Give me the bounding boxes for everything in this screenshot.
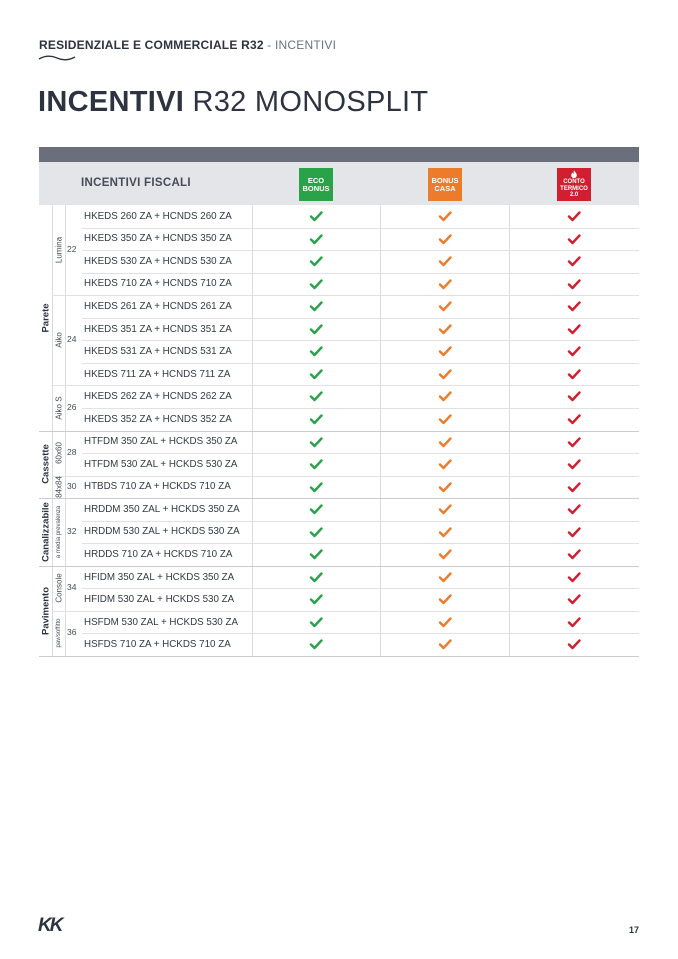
check-icon xyxy=(438,525,452,539)
model-name: HSFDS 710 ZA + HCKDS 710 ZA xyxy=(84,639,231,651)
check-icon xyxy=(567,254,581,268)
check-icon xyxy=(567,457,581,471)
check-icon xyxy=(309,322,323,336)
group-label: Parete xyxy=(40,303,51,333)
check-icon xyxy=(309,209,323,223)
page-number: 17 xyxy=(629,925,640,935)
table-row xyxy=(82,318,254,341)
group-label: Canalizzabile xyxy=(40,502,51,562)
check-icon xyxy=(309,299,323,313)
check-icon xyxy=(438,615,452,629)
check-icon xyxy=(309,547,323,561)
check-icon xyxy=(309,525,323,539)
table-header xyxy=(39,162,639,205)
check-icon xyxy=(567,637,581,651)
check-icon xyxy=(309,435,323,449)
check-icon xyxy=(438,322,452,336)
check-icon xyxy=(309,277,323,291)
check-icon xyxy=(567,502,581,516)
check-icon xyxy=(438,457,452,471)
subgroup-label: Console xyxy=(54,573,63,604)
table-row xyxy=(82,566,254,589)
check-icon xyxy=(567,389,581,403)
subgroup-label: Aiko xyxy=(54,332,63,349)
check-icon xyxy=(309,412,323,426)
model-name: HSFDM 530 ZAL + HCKDS 530 ZA xyxy=(84,616,238,628)
check-icon xyxy=(309,344,323,358)
page-reference: 36 xyxy=(67,627,77,638)
table-row xyxy=(82,228,254,251)
model-name: HRDDM 350 ZAL + HCKDS 350 ZA xyxy=(84,503,240,515)
model-name: HKEDS 530 ZA + HCNDS 530 ZA xyxy=(84,255,232,267)
check-icon xyxy=(567,344,581,358)
check-icon xyxy=(309,367,323,381)
table-row xyxy=(82,431,254,454)
model-name: HKEDS 262 ZA + HCNDS 262 ZA xyxy=(84,391,232,403)
table-row xyxy=(82,385,254,408)
page-title xyxy=(38,86,428,119)
page-reference: 26 xyxy=(67,401,77,412)
check-icon xyxy=(438,209,452,223)
model-name: HKEDS 352 ZA + HCNDS 352 ZA xyxy=(84,413,232,425)
subgroup-label: 84x84 xyxy=(54,475,63,498)
check-icon xyxy=(438,389,452,403)
incentives-table xyxy=(39,147,639,656)
badge-line: ECO xyxy=(307,175,325,185)
check-icon xyxy=(438,367,452,381)
check-icon xyxy=(567,435,581,449)
check-icon xyxy=(438,232,452,246)
check-icon xyxy=(567,615,581,629)
check-icon xyxy=(438,344,452,358)
table-header-label: INCENTIVI FISCALI xyxy=(81,177,191,189)
model-name: HKEDS 710 ZA + HCNDS 710 ZA xyxy=(84,278,232,290)
breadcrumb-subsection: - INCENTIVI xyxy=(267,38,337,52)
model-name: HTBDS 710 ZA + HCKDS 710 ZA xyxy=(84,481,231,493)
check-icon xyxy=(438,435,452,449)
check-icon xyxy=(438,570,452,584)
subgroup-label: Lumina xyxy=(54,236,63,264)
table-row xyxy=(82,453,254,476)
model-name: HKEDS 350 ZA + HCNDS 350 ZA xyxy=(84,233,232,245)
page-reference: 30 xyxy=(67,480,77,491)
table-row xyxy=(82,633,254,656)
check-icon xyxy=(567,480,581,494)
check-icon xyxy=(438,547,452,561)
subgroup-label: pav/soffitto xyxy=(55,618,62,648)
table-row xyxy=(82,611,254,634)
check-icon xyxy=(438,277,452,291)
check-icon xyxy=(438,299,452,313)
group-divider xyxy=(39,656,639,657)
table-row xyxy=(82,476,254,499)
table-body xyxy=(39,205,639,656)
check-icon xyxy=(309,457,323,471)
conto-termico-badge xyxy=(557,168,591,201)
check-icon xyxy=(309,570,323,584)
breadcrumb xyxy=(39,38,336,52)
badge-line: BONUS xyxy=(302,183,330,193)
check-icon xyxy=(567,547,581,561)
model-name: HFIDM 530 ZAL + HCKDS 530 ZA xyxy=(84,594,235,606)
page-reference: 32 xyxy=(67,525,77,536)
flame-icon xyxy=(570,170,578,178)
table-row xyxy=(82,363,254,386)
group-label: Pavimento xyxy=(40,586,51,635)
breadcrumb-section: RESIDENZIALE E COMMERCIALE R32 xyxy=(39,38,264,52)
check-icon xyxy=(309,480,323,494)
check-icon xyxy=(438,254,452,268)
model-name: HKEDS 261 ZA + HCNDS 261 ZA xyxy=(84,300,232,312)
badge-line: CONTO xyxy=(563,179,585,186)
check-icon xyxy=(567,367,581,381)
bonus-casa-badge xyxy=(428,168,462,201)
model-name: HKEDS 351 ZA + HCNDS 351 ZA xyxy=(84,323,232,335)
check-icon xyxy=(438,592,452,606)
check-icon xyxy=(309,389,323,403)
table-row xyxy=(82,295,254,318)
badge-line: 2.0 xyxy=(569,192,579,199)
check-icon xyxy=(567,412,581,426)
table-top-bar xyxy=(39,147,639,162)
check-icon xyxy=(309,637,323,651)
check-icon xyxy=(438,502,452,516)
table-row xyxy=(82,521,254,544)
check-icon xyxy=(309,615,323,629)
badge-line: BONUS xyxy=(431,175,459,185)
check-icon xyxy=(567,209,581,223)
model-name: HRDDS 710 ZA + HCKDS 710 ZA xyxy=(84,549,233,560)
check-icon xyxy=(309,254,323,268)
page-title-bold: INCENTIVI xyxy=(38,86,185,118)
table-row xyxy=(82,250,254,273)
table-row xyxy=(82,498,254,521)
swoosh-decoration xyxy=(38,53,76,63)
check-icon xyxy=(438,637,452,651)
check-icon xyxy=(567,322,581,336)
group-label: Cassette xyxy=(40,444,51,485)
badge-line: CASA xyxy=(434,183,456,193)
model-name: HFIDM 350 ZAL + HCKDS 350 ZA xyxy=(84,571,235,583)
subgroup-label: Aiko S xyxy=(54,396,63,420)
model-name: HKEDS 531 ZA + HCNDS 531 ZA xyxy=(84,346,232,358)
model-name: HKEDS 711 ZA + HCNDS 711 ZA xyxy=(84,368,231,380)
page-reference: 22 xyxy=(67,244,77,255)
page-reference: 34 xyxy=(67,582,77,593)
subgroup-label: 60x60 xyxy=(54,442,63,464)
subgroup-label: a media prevalenza xyxy=(55,505,62,559)
table-row xyxy=(82,588,254,611)
table-row xyxy=(82,408,254,431)
eco-bonus-badge xyxy=(299,168,333,201)
page-reference: 24 xyxy=(67,334,77,345)
check-icon xyxy=(309,232,323,246)
check-icon xyxy=(567,592,581,606)
badge-line: TERMICO xyxy=(560,185,588,192)
page-title-light: R32 MONOSPLIT xyxy=(192,86,429,118)
model-name: HRDDM 530 ZAL + HCKDS 530 ZA xyxy=(84,526,240,538)
model-name: HKEDS 260 ZA + HCNDS 260 ZA xyxy=(84,210,232,222)
model-name: HTFDM 350 ZAL + HCKDS 350 ZA xyxy=(84,436,238,448)
table-row xyxy=(82,340,254,363)
check-icon xyxy=(567,570,581,584)
check-icon xyxy=(438,412,452,426)
check-icon xyxy=(438,480,452,494)
check-icon xyxy=(567,299,581,313)
check-icon xyxy=(567,525,581,539)
model-name: HTFDM 530 ZAL + HCKDS 530 ZA xyxy=(84,458,238,470)
page-reference: 28 xyxy=(67,447,77,458)
check-icon xyxy=(309,592,323,606)
table-row xyxy=(82,543,254,566)
check-icon xyxy=(567,232,581,246)
table-row xyxy=(82,273,254,296)
check-icon xyxy=(567,277,581,291)
check-icon xyxy=(309,502,323,516)
table-row xyxy=(82,205,254,228)
brand-logo: KK xyxy=(38,915,62,936)
